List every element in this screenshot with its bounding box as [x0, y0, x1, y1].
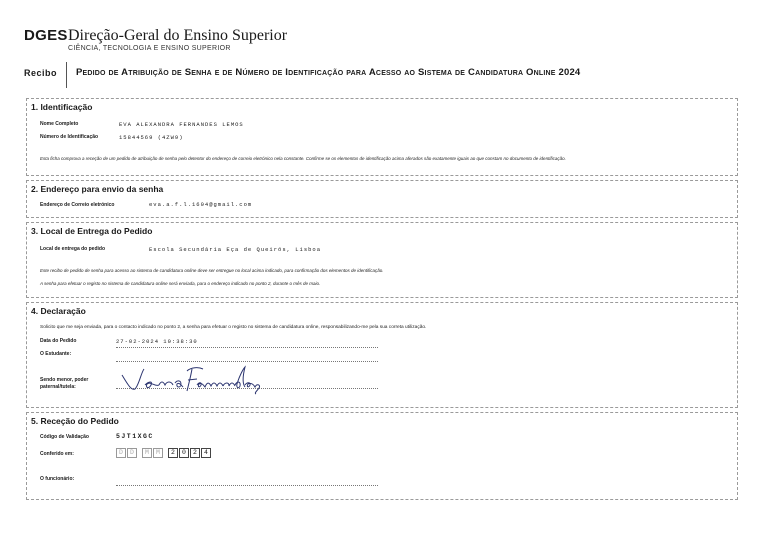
org-name: Direção-Geral do Ensino Superior: [68, 27, 288, 44]
data-line: [116, 347, 378, 348]
date-box-year: 2: [190, 448, 200, 458]
section-note: Esta ficha comprova a receção de um pedido de atribuição de senha pelo detentor do endereço de correio eletrónico nela constante. Confirme se os elementos de identificação acima aferados são exatamente iguais ao que constam no documento de identificação.: [40, 156, 566, 161]
section-local: [26, 222, 738, 298]
conferido-date-boxes: [116, 448, 226, 458]
section-rececao: [26, 412, 738, 500]
section-endereco: [26, 180, 738, 218]
menor-label: paternal/tutela:: [40, 384, 76, 390]
date-box-month: M: [153, 448, 163, 458]
section-title: 2. Endereço para envio da senha: [31, 184, 164, 194]
org-subtitle: CIÊNCIA, TECNOLOGIA E ENSINO SUPERIOR: [68, 45, 231, 52]
estudante-label: O Estudante:: [40, 351, 72, 357]
date-box-day: D: [127, 448, 137, 458]
section-note: Este recibo de pedido de senha para acesso ao sistema de candidatura online deve ser entregue no local acima indicado, para confirmação dos elementos de identificação.: [40, 268, 384, 273]
local-value: Escola Secundária Eça de Queirós, Lisboa: [149, 246, 322, 253]
section-note: A senha para efetuar o registo no sistema de candidatura online será enviada, para o endereço indicado no ponto 2, durante o mês de maio.: [40, 281, 321, 286]
document-title: Pedido de Atribuição de Senha e de Número de Identificação para Acesso ao Sistema de Candidatura Online 2024: [76, 67, 581, 78]
dges-logo: DGES: [24, 27, 68, 44]
numero-label: Número de Identificação: [40, 134, 99, 140]
date-box-year: 0: [179, 448, 189, 458]
data-value: 27-02-2024 10:38:30: [116, 338, 198, 345]
nome-value: EVA ALEXANDRA FERNANDES LEMOS: [119, 121, 244, 128]
menor-label: Sendo menor, poder: [40, 377, 89, 383]
conferido-label: Conferido em:: [40, 451, 74, 457]
handwritten-signature: [119, 363, 269, 397]
date-box-month: M: [142, 448, 152, 458]
declaration-text: Solicito que me seja enviada, para o contacto indicado no ponto 2, a senha para efetuar o registo no sistema de candidatura online, responsabilizando-me pela sua correta utilização.: [40, 325, 427, 330]
section-declaracao: [26, 302, 738, 408]
section-title: 3. Local de Entrega do Pedido: [31, 226, 153, 236]
estudante-signature-line: [116, 361, 378, 362]
data-label: Data do Pedido: [40, 338, 77, 344]
recibo-label: Recibo: [24, 68, 58, 78]
codigo-value: 5JT1XGC: [116, 433, 154, 440]
numero-value: 15844569 (4ZW9): [119, 134, 184, 141]
email-label: Endereço de Correio eletrónico: [40, 202, 115, 208]
local-label: Local de entrega do pedido: [40, 246, 106, 252]
funcionario-label: O funcionário:: [40, 476, 75, 482]
funcionario-signature-line: [116, 485, 378, 486]
section-title: 5. Receção do Pedido: [31, 416, 119, 426]
section-identificacao: [26, 98, 738, 176]
nome-label: Nome Completo: [40, 121, 79, 127]
section-title: 1. Identificação: [31, 102, 93, 112]
codigo-label: Código de Validação: [40, 434, 89, 440]
header-divider: [66, 62, 67, 88]
date-box-day: D: [116, 448, 126, 458]
date-box-year: 2: [168, 448, 178, 458]
email-value: eva.a.f.l.1604@gmail.com: [149, 201, 253, 208]
date-box-year: 4: [201, 448, 211, 458]
section-title: 4. Declaração: [31, 306, 86, 316]
